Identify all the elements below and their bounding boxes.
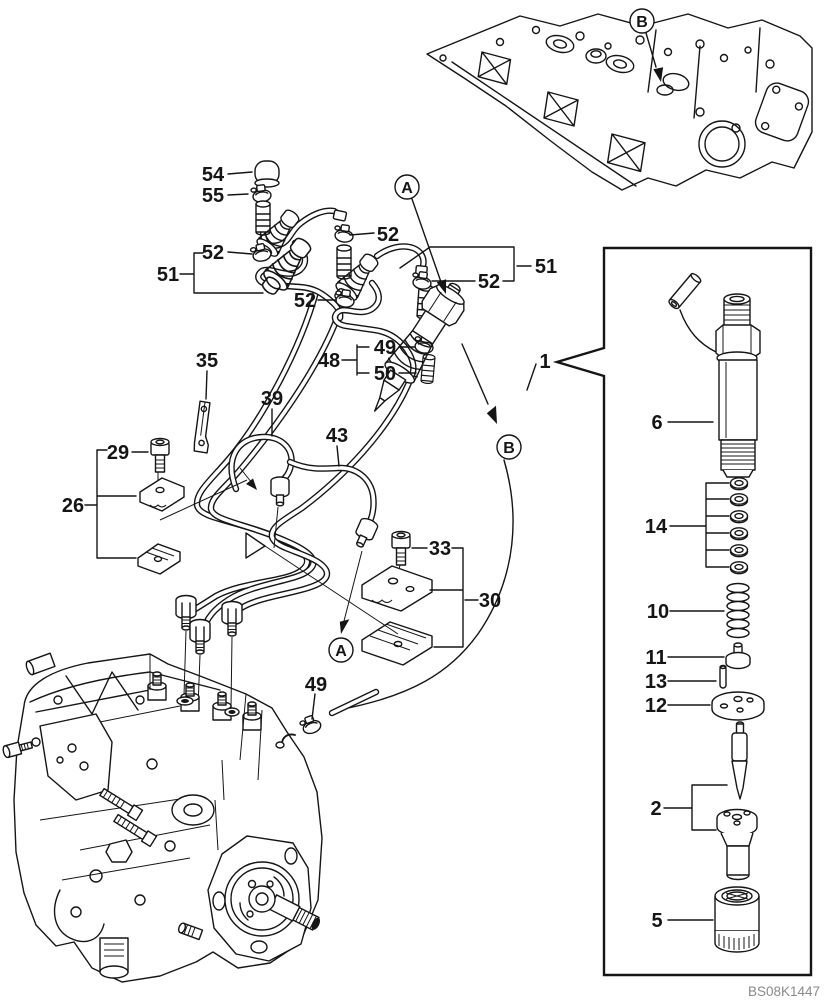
marker-a-mid-label: A [335,643,347,660]
callout-54: 54 [201,164,225,186]
arrow-icon [246,478,257,490]
callout-5: 5 [651,910,663,932]
stay-35 [192,401,215,453]
clip-49-2 [299,714,323,737]
callout-49-2: 49 [304,674,328,696]
callout-13: 13 [644,671,668,693]
arrow-down-icon [487,406,497,424]
clamp-saddle-30 [362,622,432,665]
line-sleeve [256,201,270,235]
cap-54 [255,161,279,187]
callout-35: 35 [195,350,219,372]
spring-seat-11 [726,643,750,669]
callout-52-3: 52 [293,290,317,312]
callout-48: 48 [317,350,341,372]
callout-43: 43 [325,425,349,447]
clamp-52-4 [411,271,432,290]
callout-29: 29 [106,442,130,464]
intake-port-2 [544,92,578,126]
callout-2: 2 [650,798,662,820]
clamp-saddle-26 [138,544,180,574]
clamp-52-2 [333,224,354,243]
retaining-nut-5 [715,887,759,952]
arrow-down-icon [340,619,350,634]
head-bore [699,121,745,167]
callout-1: 1 [539,351,551,373]
injector-hole [657,85,673,95]
clamp-plate-30 [362,566,432,611]
detail-box-callouts [645,412,727,932]
callout-50: 50 [373,363,397,385]
callout-33: 33 [428,538,452,560]
spring-10 [727,584,749,638]
marker-a-top-label: A [401,180,413,197]
callout-30: 30 [478,590,502,612]
callout-6: 6 [651,412,663,434]
sleeve-50 [421,354,435,384]
head-end-port [752,80,811,144]
callout-14: 14 [644,516,668,538]
injector-detail-box [557,248,811,975]
view-marker-b-top [630,9,663,82]
nozzle-2 [717,722,757,880]
callout-52-2: 52 [376,224,400,246]
pin-13 [720,666,726,689]
callout-11: 11 [645,647,667,669]
bolt-29 [151,439,169,473]
nozzle-holder-6 [667,272,760,477]
callout-26: 26 [61,495,85,517]
arrow-outline-icon [246,533,265,558]
callout-52-4: 52 [477,271,501,293]
callout-10: 10 [646,601,670,623]
callout-51-right: 51 [534,256,558,278]
bolt-33 [392,532,410,566]
figure-code-watermark: BS08K1447 [747,984,820,999]
washer-set-14 [706,478,748,574]
clamp-plate-26 [140,478,184,511]
callout-49-1: 49 [373,337,397,359]
intake-port-3 [608,134,645,171]
callout-52-1: 52 [201,242,225,264]
view-marker-b-mid [497,435,521,459]
plate-12 [712,692,764,720]
intake-port-1 [478,52,510,84]
injection-pump-drawing [2,653,322,982]
marker-b-mid-label: B [503,440,515,457]
callout-51-left: 51 [156,264,180,286]
cylinder-head-drawing [427,14,812,190]
callout-39: 39 [260,388,284,410]
callout-12: 12 [644,695,668,717]
arrow-down-icon [653,67,663,82]
view-marker-a-mid [329,619,353,662]
callout-55: 55 [201,185,225,207]
marker-b-top-label: B [636,14,648,31]
